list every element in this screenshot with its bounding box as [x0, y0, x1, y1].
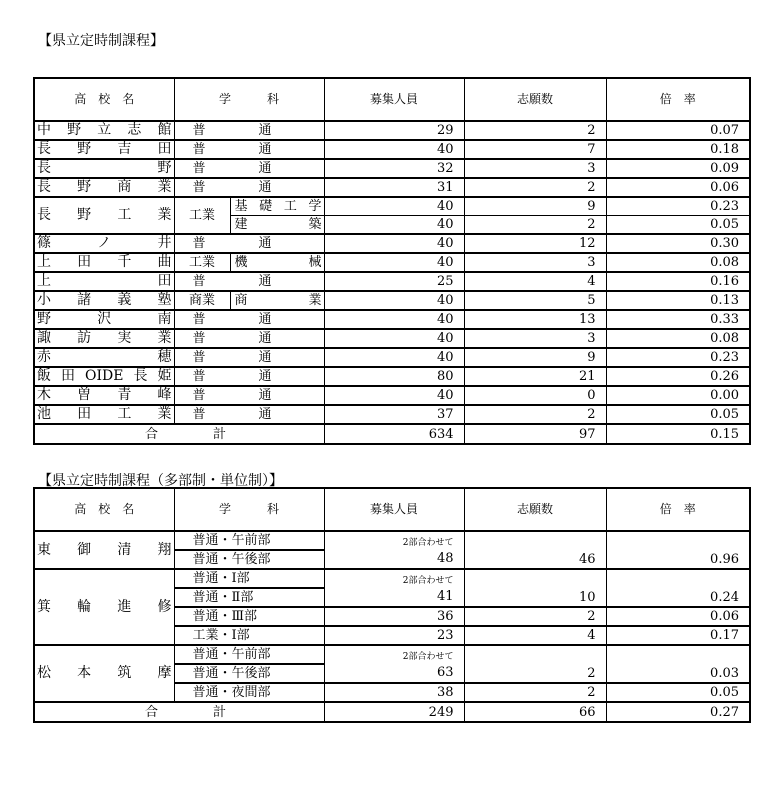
- dept: 普通: [174, 272, 324, 291]
- table-row: [34, 234, 750, 253]
- ratio: 0.03: [606, 645, 750, 683]
- applicant-count: 7: [464, 140, 606, 159]
- applicant-count: 2: [464, 645, 606, 683]
- ratio: 0.23: [606, 197, 750, 216]
- ratio: 0.24: [606, 569, 750, 607]
- school-name: 上田千曲: [34, 253, 174, 272]
- header-dept: 学 科: [174, 488, 324, 531]
- total-applicants: 97: [464, 424, 606, 444]
- header-school: 高 校 名: [34, 78, 174, 121]
- header-recruit: 募集人員: [324, 488, 464, 531]
- table-row: [34, 140, 750, 159]
- combined-note: 2部合わせて: [402, 576, 454, 586]
- applicant-count: 2: [464, 607, 606, 626]
- recruit-count: 29: [324, 121, 464, 140]
- school-name: 篠ノ井: [34, 234, 174, 253]
- dept: 普通: [174, 348, 324, 367]
- regular-part-time-table: [33, 77, 751, 445]
- dept: 普通・夜間部: [174, 683, 324, 702]
- total-recruit: 249: [324, 702, 464, 722]
- applicant-count: 4: [464, 272, 606, 291]
- recruit-count: 80: [324, 367, 464, 386]
- total-label-a: 合: [145, 426, 159, 442]
- dept: 普通: [174, 386, 324, 405]
- dept-sub: 商業: [230, 291, 324, 310]
- table-row: [34, 329, 750, 348]
- ratio: 0.13: [606, 291, 750, 310]
- applicant-count: 3: [464, 253, 606, 272]
- dept: 普通: [174, 178, 324, 197]
- dept: 普通・Ⅰ部: [174, 569, 324, 588]
- recruit-count: 40: [324, 310, 464, 329]
- ratio: 0.26: [606, 367, 750, 386]
- applicant-count: 2: [464, 121, 606, 140]
- table-row: [34, 348, 750, 367]
- combined-note: 2部合わせて: [402, 652, 454, 662]
- recruit-count: 32: [324, 159, 464, 178]
- recruit-count: 40: [324, 291, 464, 310]
- ratio: 0.08: [606, 253, 750, 272]
- total-label: [34, 702, 324, 722]
- dept-main: 工業: [174, 197, 230, 234]
- table-row: [34, 253, 750, 272]
- recruit-count: 40: [324, 329, 464, 348]
- total-recruit: 634: [324, 424, 464, 444]
- ratio: 0.05: [606, 216, 750, 235]
- dept-sub: 基礎工学: [230, 197, 324, 216]
- total-row: [34, 702, 750, 722]
- dept: 普通: [174, 121, 324, 140]
- table-row: [34, 272, 750, 291]
- applicant-count: 2: [464, 405, 606, 424]
- total-applicants: 66: [464, 702, 606, 722]
- ratio: 0.07: [606, 121, 750, 140]
- school-name: 長野商業: [34, 178, 174, 197]
- recruit-count: [324, 645, 464, 683]
- school-name: 上田: [34, 272, 174, 291]
- dept: 普通: [174, 234, 324, 253]
- dept: 普通・午後部: [174, 550, 324, 569]
- recruit-count: 40: [324, 197, 464, 216]
- applicant-count: 5: [464, 291, 606, 310]
- school-name: 木曽青峰: [34, 386, 174, 405]
- dept: 普通: [174, 367, 324, 386]
- school-name: 飯田OIDE長姫: [34, 367, 174, 386]
- school-name: 中野立志館: [34, 121, 174, 140]
- dept: 普通・午後部: [174, 664, 324, 683]
- school-name: 松本筑摩: [34, 645, 174, 702]
- applicant-count: 3: [464, 159, 606, 178]
- dept: 普通: [174, 140, 324, 159]
- applicant-count: 21: [464, 367, 606, 386]
- recruit-count: 40: [324, 140, 464, 159]
- ratio: 0.05: [606, 405, 750, 424]
- table2-title: 【県立定時制課程（多部制・単位制）】: [38, 473, 283, 489]
- header-applicants: 志願数: [464, 78, 606, 121]
- recruit-count: 40: [324, 234, 464, 253]
- recruit-count: [324, 531, 464, 569]
- total-label: [34, 424, 324, 444]
- table-row: [34, 197, 750, 216]
- recruit-count: 40: [324, 253, 464, 272]
- dept: 普通: [174, 405, 324, 424]
- header-recruit: 募集人員: [324, 78, 464, 121]
- table-row: [34, 178, 750, 197]
- table-row: [34, 291, 750, 310]
- recruit-value: 63: [436, 665, 454, 680]
- dept: 普通: [174, 159, 324, 178]
- dept: 普通: [174, 310, 324, 329]
- dept: 普通: [174, 329, 324, 348]
- recruit-count: 31: [324, 178, 464, 197]
- applicant-count: 0: [464, 386, 606, 405]
- ratio: 0.06: [606, 178, 750, 197]
- applicant-count: 9: [464, 348, 606, 367]
- total-ratio: 0.15: [606, 424, 750, 444]
- ratio: 0.33: [606, 310, 750, 329]
- total-ratio: 0.27: [606, 702, 750, 722]
- ratio: 0.00: [606, 386, 750, 405]
- table-row: [34, 531, 750, 550]
- header-applicants: 志願数: [464, 488, 606, 531]
- table-row: [34, 405, 750, 424]
- recruit-value: 41: [436, 589, 454, 604]
- table-row: [34, 121, 750, 140]
- recruit-value: 48: [436, 551, 454, 566]
- recruit-count: 25: [324, 272, 464, 291]
- ratio: 0.17: [606, 626, 750, 645]
- applicant-count: 2: [464, 178, 606, 197]
- dept-main: 工業: [174, 253, 230, 272]
- combined-note: 2部合わせて: [402, 538, 454, 548]
- recruit-count: 38: [324, 683, 464, 702]
- dept-main: 商業: [174, 291, 230, 310]
- recruit-count: 37: [324, 405, 464, 424]
- school-name: 長野: [34, 159, 174, 178]
- dept: 普通・Ⅱ部: [174, 588, 324, 607]
- header-school: 高 校 名: [34, 488, 174, 531]
- school-name: 長野工業: [34, 197, 174, 234]
- ratio: 0.23: [606, 348, 750, 367]
- ratio: 0.05: [606, 683, 750, 702]
- school-name: 野沢南: [34, 310, 174, 329]
- applicant-count: 4: [464, 626, 606, 645]
- ratio: 0.08: [606, 329, 750, 348]
- applicant-count: 2: [464, 683, 606, 702]
- applicant-count: 10: [464, 569, 606, 607]
- ratio: 0.30: [606, 234, 750, 253]
- table-row: [34, 645, 750, 664]
- applicant-count: 2: [464, 216, 606, 235]
- total-label-a: 合: [145, 704, 159, 720]
- school-name: 赤穂: [34, 348, 174, 367]
- table-row: [34, 367, 750, 386]
- total-label-b: 計: [213, 704, 227, 720]
- applicant-count: 3: [464, 329, 606, 348]
- applicant-count: 9: [464, 197, 606, 216]
- dept: 普通・午前部: [174, 531, 324, 550]
- school-name: 長野吉田: [34, 140, 174, 159]
- recruit-count: 40: [324, 386, 464, 405]
- multi-part-credit-table: [33, 487, 751, 723]
- applicant-count: 46: [464, 531, 606, 569]
- ratio: 0.16: [606, 272, 750, 291]
- school-name: 箕輪進修: [34, 569, 174, 645]
- dept: 普通・Ⅲ部: [174, 607, 324, 626]
- school-name: 東御清翔: [34, 531, 174, 569]
- ratio: 0.06: [606, 607, 750, 626]
- dept: 工業・Ⅰ部: [174, 626, 324, 645]
- recruit-count: 40: [324, 348, 464, 367]
- recruit-count: [324, 569, 464, 607]
- table-row: [34, 569, 750, 588]
- applicant-count: 12: [464, 234, 606, 253]
- dept-sub: 建築: [230, 216, 324, 235]
- ratio: 0.09: [606, 159, 750, 178]
- total-label-b: 計: [213, 426, 227, 442]
- table-row: [34, 386, 750, 405]
- table-row: [34, 310, 750, 329]
- header-ratio: 倍 率: [606, 488, 750, 531]
- dept: 普通・午前部: [174, 645, 324, 664]
- school-name: 小諸義塾: [34, 291, 174, 310]
- school-name: 諏訪実業: [34, 329, 174, 348]
- applicant-count: 13: [464, 310, 606, 329]
- header-ratio: 倍 率: [606, 78, 750, 121]
- recruit-count: 36: [324, 607, 464, 626]
- table-row: [34, 159, 750, 178]
- recruit-count: 40: [324, 216, 464, 235]
- total-row: [34, 424, 750, 444]
- dept-sub: 機械: [230, 253, 324, 272]
- school-name: 池田工業: [34, 405, 174, 424]
- recruit-count: 23: [324, 626, 464, 645]
- ratio: 0.96: [606, 531, 750, 569]
- header-dept: 学 科: [174, 78, 324, 121]
- table1-title: 【県立定時制課程】: [38, 33, 164, 49]
- ratio: 0.18: [606, 140, 750, 159]
